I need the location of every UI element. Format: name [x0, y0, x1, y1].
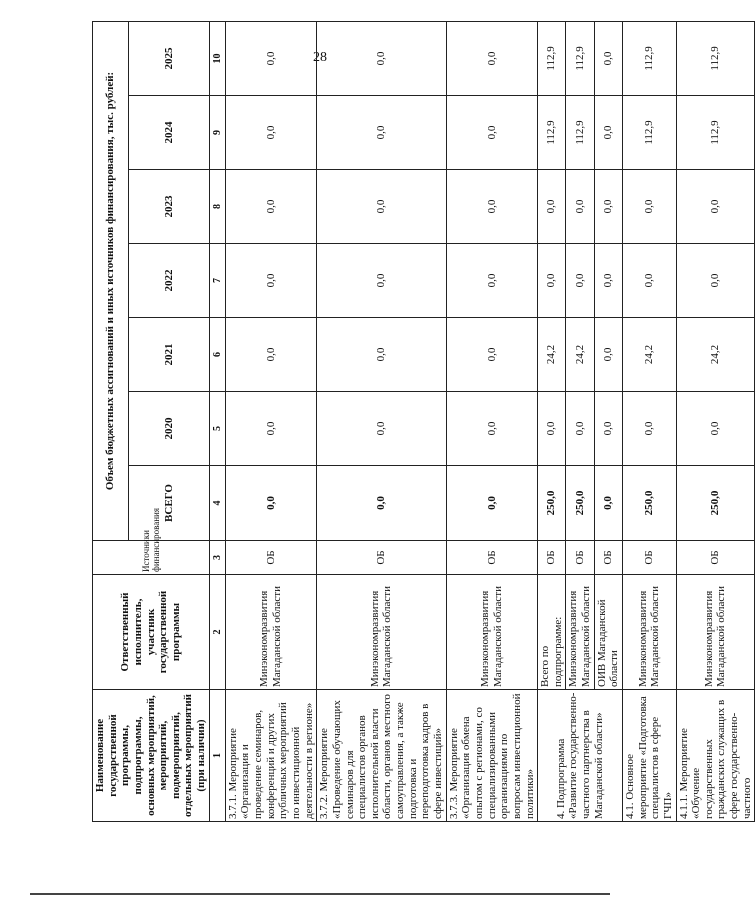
row-value: 0,0	[594, 244, 622, 318]
row-value: 0,0	[317, 96, 446, 170]
rotated-table-container	[92, 22, 753, 822]
row-executor: Минэкономразвития Магаданской области	[446, 575, 537, 690]
row-value: 0,0	[317, 244, 446, 318]
row-source: ОБ	[538, 541, 566, 575]
row-value: 24,2	[622, 318, 676, 392]
row-executor: Минэкономразвития Магаданской области	[317, 575, 446, 690]
row-value: 24,2	[676, 318, 755, 392]
row-value: 250,0	[538, 466, 566, 541]
header-year: ВСЕГО	[129, 466, 210, 541]
row-name: 3.7.1. Мероприятие «Организация и проведение семинаров, конференций и других публичных мероприятий по инвестиционной деятельности в регионе»	[225, 690, 316, 822]
column-number: 10	[209, 21, 225, 95]
row-source: ОБ	[566, 541, 594, 575]
row-value: 0,0	[594, 392, 622, 466]
header-name: Наименование государственной программы, подпрограммы, основных мероприятий, мероприятий, подмероприятий, отдельных мероприятий (при наличии)	[93, 690, 210, 822]
table-row	[538, 21, 566, 821]
row-executor: Минэкономразвития Магаданской области	[676, 575, 755, 690]
row-value: 0,0	[446, 244, 537, 318]
row-name: 4.1. Основное мероприятие «Подготовка специалистов в сфере ГЧП»	[622, 690, 676, 822]
row-value: 0,0	[317, 21, 446, 95]
row-value: 0,0	[566, 392, 594, 466]
table-row	[446, 21, 537, 821]
row-value: 0,0	[594, 170, 622, 244]
row-source: ОБ	[317, 541, 446, 575]
row-value: 0,0	[622, 170, 676, 244]
row-value: 250,0	[622, 466, 676, 541]
row-executor: Минэкономразвития Магаданской области	[566, 575, 594, 690]
row-value: 0,0	[622, 392, 676, 466]
row-value: 112,9	[676, 21, 755, 95]
row-value: 24,2	[566, 318, 594, 392]
row-value: 0,0	[225, 21, 316, 95]
row-name: 3.7.3. Мероприятие «Организация обмена опытом с регионами, со специализированными организациями по вопросам инвестиционной политики»	[446, 690, 537, 822]
row-value: 250,0	[566, 466, 594, 541]
table-row	[622, 21, 676, 821]
column-number: 4	[209, 466, 225, 541]
header-year: 2025	[129, 21, 210, 95]
row-source: ОБ	[594, 541, 622, 575]
row-source: ОБ	[446, 541, 537, 575]
row-value: 0,0	[225, 96, 316, 170]
row-value: 0,0	[225, 318, 316, 392]
row-value: 0,0	[225, 392, 316, 466]
row-source: ОБ	[622, 541, 676, 575]
row-value: 0,0	[446, 392, 537, 466]
row-value: 0,0	[446, 21, 537, 95]
row-value: 0,0	[317, 318, 446, 392]
row-value: 0,0	[676, 244, 755, 318]
row-value: 112,9	[566, 96, 594, 170]
column-number: 6	[209, 318, 225, 392]
row-value: 24,2	[538, 318, 566, 392]
row-value: 0,0	[594, 96, 622, 170]
row-source: ОБ	[676, 541, 755, 575]
scan-edge-line	[30, 893, 610, 895]
row-value: 112,9	[676, 96, 755, 170]
header-year: 2023	[129, 170, 210, 244]
row-value: 112,9	[566, 21, 594, 95]
row-value: 112,9	[538, 96, 566, 170]
table-row	[225, 21, 316, 821]
row-value: 0,0	[566, 170, 594, 244]
row-value: 0,0	[225, 170, 316, 244]
row-name: 4.1.1. Мероприятие «Обучение государственных гражданских служащих в сфере государственно-частного	[676, 690, 755, 822]
row-value: 0,0	[676, 392, 755, 466]
column-number: 9	[209, 96, 225, 170]
header-executor: Ответственный исполнитель, участник государственной программы	[93, 575, 210, 690]
row-value: 112,9	[622, 96, 676, 170]
header-year: 2024	[129, 96, 210, 170]
row-value: 0,0	[594, 318, 622, 392]
row-value: 0,0	[317, 466, 446, 541]
row-value: 0,0	[566, 244, 594, 318]
row-value: 0,0	[538, 392, 566, 466]
row-value: 0,0	[676, 170, 755, 244]
row-executor: Минэкономразвития Магаданской области	[225, 575, 316, 690]
header-funding: Объем бюджетных ассигнований и иных источников финансирования, тыс. рублей:	[93, 21, 129, 540]
row-value: 0,0	[538, 244, 566, 318]
header-source: Источники финансирования	[93, 541, 210, 575]
row-value: 112,9	[622, 21, 676, 95]
row-value: 0,0	[446, 170, 537, 244]
row-executor: Всего по подпрограмме:	[538, 575, 566, 690]
column-number: 1	[209, 690, 225, 822]
row-value: 250,0	[676, 466, 755, 541]
column-number: 7	[209, 244, 225, 318]
table-row	[317, 21, 446, 821]
row-value: 0,0	[317, 392, 446, 466]
row-value: 0,0	[446, 318, 537, 392]
page-number: 28	[313, 50, 327, 65]
column-number: 3	[209, 541, 225, 575]
row-value: 0,0	[622, 244, 676, 318]
header-year: 2020	[129, 392, 210, 466]
column-number: 8	[209, 170, 225, 244]
row-value: 0,0	[446, 96, 537, 170]
row-value: 0,0	[538, 170, 566, 244]
row-value: 112,9	[538, 21, 566, 95]
row-executor: ОИВ Магаданской области	[594, 575, 622, 690]
header-year: 2021	[129, 318, 210, 392]
row-value: 0,0	[594, 21, 622, 95]
row-value: 0,0	[446, 466, 537, 541]
row-executor: Минэкономразвития Магаданской области	[622, 575, 676, 690]
column-number: 2	[209, 575, 225, 690]
row-source: ОБ	[225, 541, 316, 575]
row-value: 0,0	[594, 466, 622, 541]
column-number: 5	[209, 392, 225, 466]
row-value: 0,0	[225, 466, 316, 541]
row-name: 3.7.2. Мероприятие «Проведение обучающих семинаров для специалистов органов исполнительной власти области, органов местного самоуправления, а также подготовка и переподготовка кадров в сфере инвестиций»	[317, 690, 446, 822]
table-row	[676, 21, 755, 821]
row-value: 0,0	[317, 170, 446, 244]
row-value: 0,0	[225, 244, 316, 318]
header-year: 2022	[129, 244, 210, 318]
funding-table	[92, 21, 755, 822]
row-name: 4. Подпрограмма «Развитие государственно-частного партнерства в Магаданской области»	[538, 690, 623, 822]
